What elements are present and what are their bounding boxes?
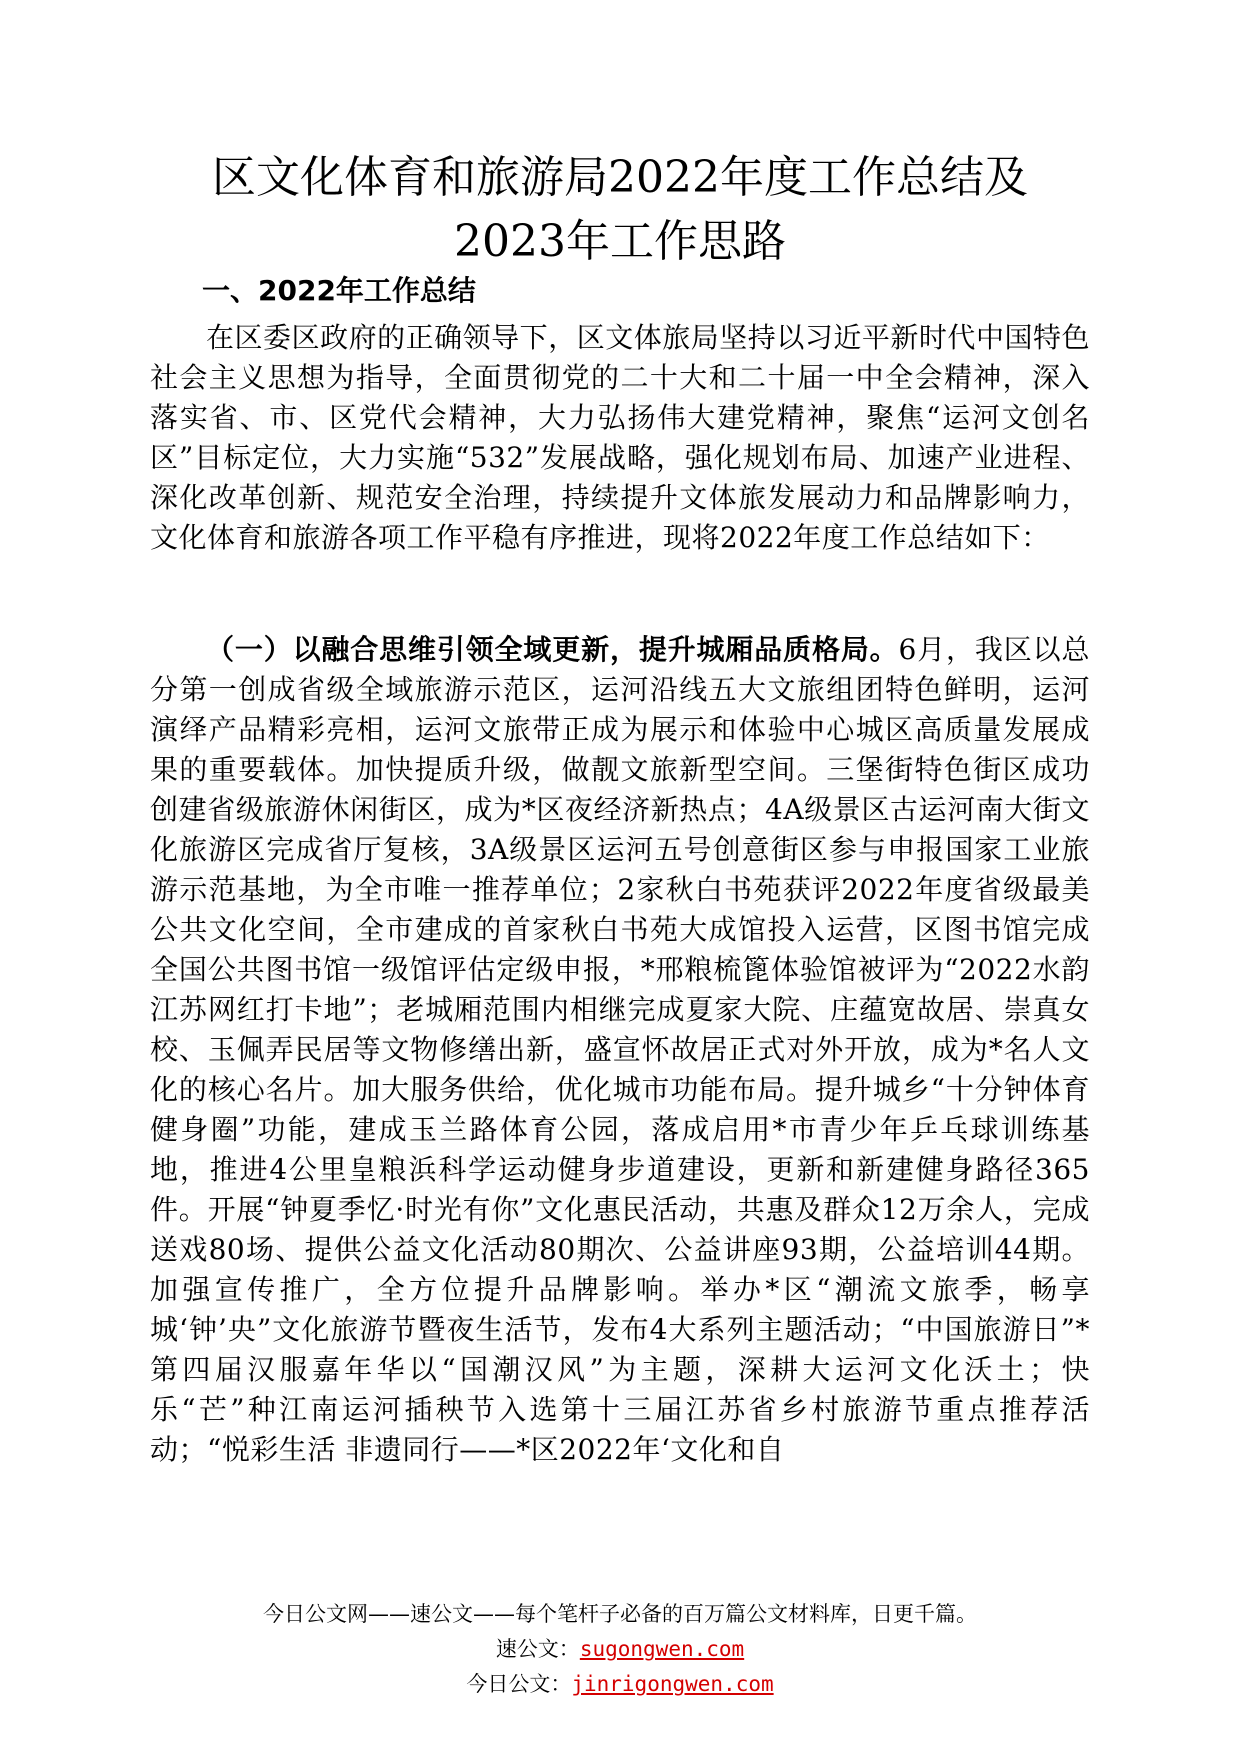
footer-jinrigongwen	[0, 1668, 1240, 1700]
paragraph-lead-heading: （一）以融合思维引领全域更新，提升城厢品质格局。	[206, 633, 899, 666]
footer-sugongwen	[0, 1633, 1240, 1665]
sugongwen-link[interactable]: sugongwen.com	[579, 1637, 745, 1661]
document-title-line-1: 区文化体育和旅游局2022年度工作总结及	[212, 152, 1028, 203]
footer-jinrigongwen-label: 今日公文：	[466, 1672, 572, 1696]
document-title-line-2: 2023年工作思路	[454, 216, 786, 267]
footer-sugongwen-label: 速公文：	[495, 1637, 580, 1661]
footer-promo-line: 今日公文网——速公文——每个笔杆子必备的百万篇公文材料库，日更千篇。	[263, 1602, 977, 1626]
paragraph-body-text: 6月，我区以总分第一创成省级全域旅游示范区，运河沿线五大文旅组团特色鲜明，运河演绎产品精彩亮相，运河文旅带正成为展示和体验中心城区高质量发展成果的重要载体。加快提质升级，做靓文旅新型空间。三堡街特色街区成功创建省级旅游休闲街区，成为*区夜经济新热点；4A级景区古运河南大街文化旅游区完成省厅复核，3A级景区运河五号创意街区参与申报国家工业旅游示范基地，为全市唯一推荐单位；2家秋白书苑获评2022年度省级最美公共文化空间，全市建成的首家秋白书苑大成馆投入运营，区图书馆完成全国公共图书馆一级馆评估定级申报，*邢粮梳篦体验馆被评为“2022水韵江苏网红打卡地”；老城厢范围内相继完成夏家大院、庄蕴宽故居、崇真女校、玉佩弄民居等文物修缮出新，盛宣怀故居正式对外开放，成为*名人文化的核心名片。加大服务供给，优化城市功能布局。提升城乡“十分钟体育健身圈”功能，建成玉兰路体育公园，落成启用*市青少年乒乓球训练基地，推进4公里皇粮浜科学运动健身步道建设，更新和新建健身路径365件。开展“钟夏季忆·时光有你”文化惠民活动，共惠及群众12万余人，完成送戏80场、提供公益文化活动80期次、公益讲座93期，公益培训44期。加强宣传推广，全方位提升品牌影响。举办*区“潮流文旅季，畅享城‘钟’央”文化旅游节暨夜生活节，发布4大系列主题活动；“中国旅游日”*第四届汉服嘉年华以“国潮汉风”为主题，深耕大运河文化沃土；快乐“芒”种江南运河插秧节入选第十三届江苏省乡村旅游节重点推荐活动；“悦彩生活 非遗同行——*区2022年‘文化和自	[150, 633, 1090, 1466]
jinrigongwen-link[interactable]: jinrigongwen.com	[571, 1672, 774, 1696]
section-heading-2022-summary: 一、2022年工作总结	[202, 274, 476, 307]
paragraph-section-1	[150, 630, 1090, 1470]
paragraph-intro: 在区委区政府的正确领导下，区文体旅局坚持以习近平新时代中国特色社会主义思想为指导，全面贯彻党的二十大和二十届一中全会精神，深入落实省、市、区党代会精神，大力弘扬伟大建党精神，聚焦“运河文创名区”目标定位，大力实施“532”发展战略，强化规划布局、加速产业进程、深化改革创新、规范安全治理，持续提升文体旅发展动力和品牌影响力，文化体育和旅游各项工作平稳有序推进，现将2022年度工作总结如下：	[150, 321, 1090, 554]
